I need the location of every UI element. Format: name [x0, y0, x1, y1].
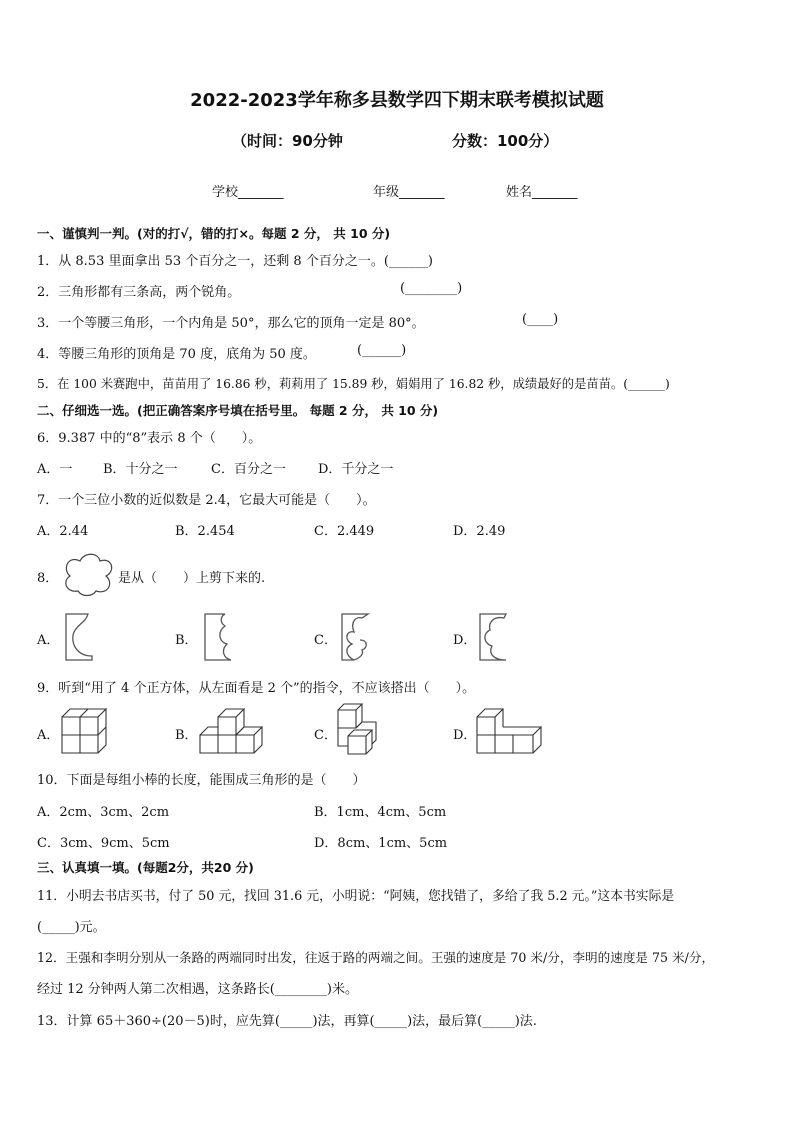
q6-option-b[interactable]: B．十分之一: [103, 462, 178, 477]
question-5: 5．在 100 米赛跑中，苗苗用了 16.86 秒，莉莉用了 15.89 秒，娟娟用了 16.82 秒，成绩最好的是苗苗。(______): [37, 377, 670, 391]
q7-option-b[interactable]: B．2.454: [175, 524, 235, 539]
question-13[interactable]: 13．计算 65＋360÷(20－5)时，应先算(_____)法，再算(_____)法，最后算(_____)法.: [37, 1014, 537, 1029]
q9-option-c[interactable]: C．: [314, 728, 337, 743]
q10-option-b[interactable]: B．1cm、4cm、5cm: [314, 805, 447, 820]
q8-option-b[interactable]: B．: [175, 633, 198, 648]
q8-option-d[interactable]: D．: [453, 633, 477, 648]
q8-figure-c: [340, 612, 370, 662]
q7-option-c[interactable]: C．2.449: [314, 524, 375, 539]
q7-option-d[interactable]: D．2.49: [453, 524, 506, 539]
question-7: 7．一个三位小数的近似数是 2.4，它最大可能是（ ）。: [37, 493, 376, 508]
q10-option-a[interactable]: A．2cm、3cm、2cm: [37, 805, 170, 820]
q8-option-c[interactable]: C．: [314, 633, 337, 648]
section-2-heading: 二、仔细选一选。(把正确答案序号填在括号里。 每题 2 分， 共 10 分): [37, 403, 439, 418]
q9-figure-c: [336, 702, 386, 758]
question-2: 2．三角形都有三条高，两个锐角。: [37, 285, 241, 300]
name-field[interactable]: 姓名_______: [506, 185, 578, 200]
q9-figure-a: [60, 705, 110, 755]
exam-time: （时间：90分钟: [232, 132, 343, 150]
question-11-line-2[interactable]: (_____)元。: [37, 920, 106, 935]
question-6: 6．9.387 中的“8”表示 8 个（ ）。: [37, 431, 262, 446]
flower-shape-figure: [60, 551, 116, 597]
question-12-line-2[interactable]: 经过 12 分钟两人第二次相遇，这条路长(________)米。: [37, 982, 358, 997]
q8-figure-a: [64, 612, 94, 662]
question-3: 3．一个等腰三角形，一个内角是 50°，那么它的顶角一定是 80°。: [37, 316, 425, 331]
answer-blank-2[interactable]: (________): [400, 281, 463, 296]
q9-option-b[interactable]: B．: [175, 728, 198, 743]
question-4: 4．等腰三角形的顶角是 70 度，底角为 50 度。: [37, 347, 316, 362]
q6-option-a[interactable]: A．一: [37, 462, 73, 477]
q9-option-d[interactable]: D．: [453, 728, 477, 743]
section-3-heading: 三、认真填一填。(每题2分，共20 分): [37, 860, 254, 875]
question-8: 是从（ ）上剪下来的.: [118, 571, 266, 586]
q9-figure-d: [475, 705, 547, 755]
page-title: 2022-2023学年称多县数学四下期末联考模拟试题: [190, 90, 604, 111]
section-1-heading: 一、谨慎判一判。(对的打√，错的打×。每题 2 分， 共 10 分): [37, 226, 391, 241]
grade-field[interactable]: 年级_______: [373, 185, 445, 200]
question-8-number: 8．: [37, 571, 59, 586]
q8-figure-b: [203, 612, 233, 662]
q6-option-c[interactable]: C．百分之一: [211, 462, 286, 477]
question-9: 9．听到“用了 4 个正方体，从左面看是 2 个”的指令，不应该搭出（ ）。: [37, 681, 476, 696]
question-10: 10．下面是每组小棒的长度，能围成三角形的是（ ）: [37, 773, 366, 788]
q9-figure-b: [198, 705, 268, 755]
answer-blank-3[interactable]: (____): [522, 312, 559, 327]
question-11-line-1: 11．小明去书店买书，付了 50 元，找回 31.6 元，小明说：“阿姨，您找错了，多给了我 5.2 元。”这本书实际是: [37, 889, 675, 904]
question-1: 1．从 8.53 里面拿出 53 个百分之一，还剩 8 个百分之一。(______): [37, 254, 433, 269]
q7-option-a[interactable]: A．2.44: [37, 524, 89, 539]
school-field[interactable]: 学校_______: [212, 185, 284, 200]
q10-option-d[interactable]: D．8cm、1cm、5cm: [314, 836, 448, 851]
q10-option-c[interactable]: C．3cm、9cm、5cm: [37, 836, 170, 851]
answer-blank-4[interactable]: (______): [357, 343, 407, 358]
q9-option-a[interactable]: A．: [37, 728, 60, 743]
exam-score: 分数：100分）: [452, 132, 559, 150]
q8-option-a[interactable]: A．: [37, 633, 60, 648]
q6-option-d[interactable]: D．千分之一: [318, 462, 394, 477]
question-12-line-1: 12．王强和李明分别从一条路的两端同时出发，往返于路的两端之间。王强的速度是 70 米/分，李明的速度是 75 米/分，: [37, 950, 715, 965]
q8-figure-d: [478, 612, 508, 662]
